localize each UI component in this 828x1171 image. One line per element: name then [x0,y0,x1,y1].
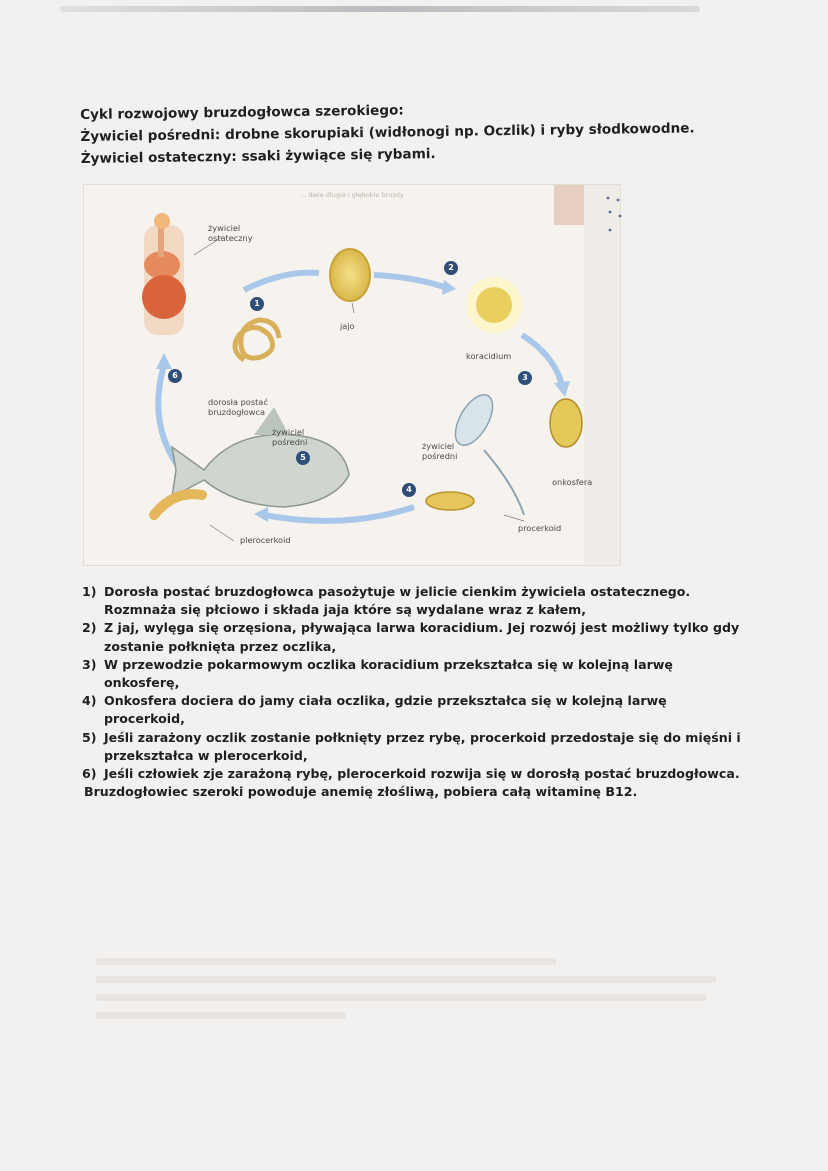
page-edge-marks [598,190,628,250]
bleed-through-line [96,994,706,1001]
plerocercoid-larva [154,494,202,515]
step-marker-5: 5 [296,451,310,465]
bleed-through-line [96,976,716,983]
scan-edge [60,6,700,12]
step-marker-3: 3 [518,371,532,385]
label-intermediate-host-copepod: żywiciel pośredni [422,441,458,461]
label-plerocercoid: plerocerkoid [240,535,291,545]
footer-note: Bruzdogłowiec szeroki powoduje anemię złośliwą, pobiera całą witaminę B12. [84,784,638,799]
intro-title: Cykl rozwojowy bruzdogłowca szerokiego: [80,102,404,123]
cycle-arrow [244,273,319,290]
list-item: 6) Jeśli człowiek zje zarażoną rybę, plerocerkoid rozwija się w dorosłą postać bruzdogłowca. [82,766,740,782]
label-coracidium: koracidium [466,351,512,361]
intro-block [80,96,695,170]
step-marker-1: 1 [250,297,264,311]
list-item: 4) Onkosfera dociera do jamy ciała oczlika, gdzie przekształca się w kolejną larwę procerkoid, [82,693,667,727]
faded-caption: ... dwie długie i głębokie bruzdy [300,191,404,199]
label-adult: dorosła postać bruzdogłowca [208,397,268,417]
bleed-through-line [96,958,556,965]
label-egg: jajo [340,321,355,331]
intestine [142,275,186,319]
adult-tapeworm [235,320,279,360]
bleed-through-line [96,1012,346,1019]
cycle-arrow [374,275,444,287]
procercoid-larva [426,492,474,510]
step-marker-6: 6 [168,369,182,383]
list-item: 2) Z jaj, wylęga się orzęsiona, pływająca larwa koracidium. Jej rozwój jest możliwy tylko gdy zostanie połknięta przez oczlika, [82,620,740,654]
cycle-arrow [264,507,414,521]
definitive-host-line: Żywiciel ostateczny: ssaki żywiące się rybami. [80,146,436,167]
list-item: 3) W przewodzie pokarmowym oczlika koracidium przekształca się w kolejną larwę onkosferę, [82,656,673,691]
label-definitive-host: żywiciel ostateczny [208,223,253,243]
step-marker-2: 2 [444,261,458,275]
life-cycle-figure [84,185,620,565]
egg [330,249,370,301]
steps-list [82,583,742,783]
list-item: 1) Dorosła postać bruzdogłowca pasożytuje w jelicie cienkim żywiciela ostatecznego. Rozmnaża się płciowo i składa jaja które są wydalane wraz z kałem, [82,584,691,618]
intermediate-host-line: Żywiciel pośredni: drobne skorupiaki (widłonogi np. Oczlik) i ryby słodkowodne. [80,120,695,145]
label-procercoid: procerkoid [518,523,562,533]
step-marker-4: 4 [402,483,416,497]
label-intermediate-host-fish: żywiciel pośredni [272,427,308,447]
life-cycle-illustration [84,185,620,565]
list-item: 5) Jeśli zarażony oczlik zostanie połknięty przez rybę, procerkoid przedostaje się do mięśni i przekształca w plerocerkoid, [82,729,741,763]
oncosphere [550,399,582,447]
label-oncosphere: onkosfera [552,477,593,487]
